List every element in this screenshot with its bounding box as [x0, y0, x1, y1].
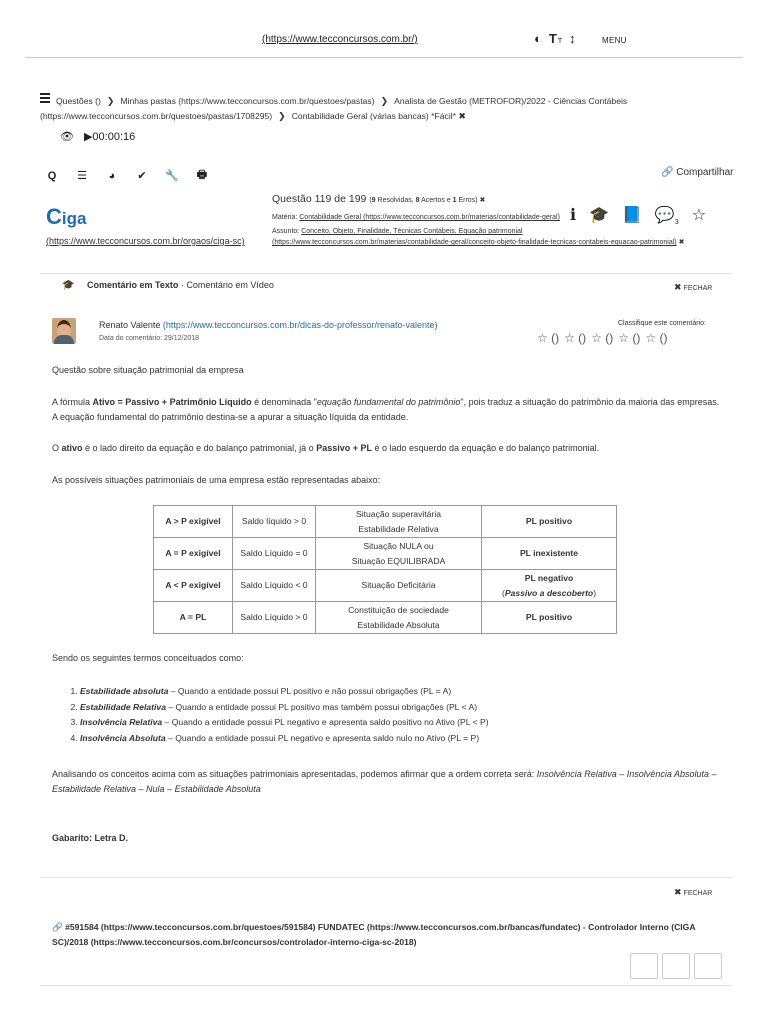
breadcrumb-minhas-pastas[interactable]: Minhas pastas (https://www.tecconcursos.com.br/questoes/pastas)	[120, 96, 375, 106]
accessibility-tools	[534, 31, 576, 46]
graduation-cap-icon: 🎓	[62, 280, 75, 291]
table-cell: A < P exigível	[154, 570, 233, 602]
list-item: 1. Estabilidade absoluta – Quando a entidade possui PL positivo e não possui obrigações (PL = A)	[80, 684, 720, 700]
table-cell: Constituição de sociedade Estabilidade Absoluta	[316, 602, 482, 634]
comment-paragraph-3: As possíveis situações patrimoniais de uma empresa estão representadas abaixo:	[52, 475, 381, 485]
star-icon[interactable]: ☆ ()	[645, 331, 668, 345]
correct-count: 8	[415, 197, 420, 204]
table-cell: Saldo Líquido < 0	[233, 570, 316, 602]
comments-count: 3	[674, 219, 679, 227]
table-cell: Situação superavitária Estabilidade Relativa	[316, 506, 482, 538]
chevron-right-icon: ❯	[380, 96, 389, 106]
materia-label: Matéria:	[272, 214, 298, 221]
question-source-text[interactable]: #591584 (https://www.tecconcursos.com.br/questoes/591584) FUNDATEC (https://www.tecconcursos.com.br/bancas/fundatec) - Controlador Interno (CIGA SC)/2018 (https://www.tecconcursos.com.br/concursos/controlador-interno-ciga-sc-2018)	[52, 922, 696, 947]
table-cell: Saldo Líquido = 0	[233, 538, 316, 570]
divider	[40, 273, 732, 274]
close-label: FECHAR	[683, 890, 713, 897]
comment-paragraph-4: Sendo os seguintes termos conceituados como:	[52, 653, 244, 663]
comments-icon[interactable]: $💬_3$	[654, 207, 679, 227]
breadcrumb-filter: Contabilidade Geral (várias bancas) *Fácil*	[291, 111, 457, 121]
link-icon: 🔗	[661, 167, 674, 178]
tab-video-comment[interactable]: Comentário em Vídeo	[186, 280, 274, 290]
table-cell: Situação Deficitária	[316, 570, 482, 602]
wrench-icon[interactable]: 🔧	[165, 170, 179, 182]
comment-intro: Questão sobre situação patrimonial da empresa	[52, 365, 244, 375]
share-label: Compartilhar	[676, 167, 734, 178]
assunto-link[interactable]: Conceito, Objeto, Finalidade, Técnicas Contábeis, Equação patrimonial (https://www.tecconcursos.com.br/materias/contabilidade-geral/conceito-objeto-finalidade-tecnicas-contabeis-equacao-patrimonial)	[272, 228, 677, 246]
question-number: Questão 119 de 199	[272, 193, 367, 205]
tab-text-comment[interactable]: Comentário em Texto	[86, 280, 179, 290]
hamburger-icon[interactable]	[40, 91, 50, 105]
contrast-icon[interactable]: ◐	[534, 31, 542, 46]
table-cell: PL inexistente	[482, 538, 617, 570]
pie-chart-icon[interactable]: ◕	[108, 169, 116, 182]
table-cell: PL positivo	[482, 506, 617, 538]
breadcrumb-folder[interactable]: Analista de Gestão (METROFOR)/2022 - Ciências Contábeis (https://www.tecconcursos.com.br/questoes/pastas/1708295)	[40, 96, 628, 121]
situations-table	[153, 505, 617, 634]
list-item: 2. Estabilidade Relativa – Quando a entidade possui PL positivo mas também possui obrigações (PL < A)	[80, 700, 720, 716]
breadcrumb-questoes[interactable]: Questões ()	[56, 96, 101, 106]
close-comment-button[interactable]	[674, 282, 712, 293]
nav-button[interactable]	[630, 953, 658, 979]
eye-icon[interactable]: 👁	[60, 131, 74, 143]
close-icon[interactable]: ✖	[678, 239, 685, 246]
table-row	[154, 602, 617, 634]
star-icon[interactable]: ☆ ()	[591, 331, 614, 345]
comment-date: Data do comentário: 29/12/2018	[99, 335, 200, 342]
timer-value[interactable]: ▶00:00:16	[83, 131, 136, 143]
table-cell: PL positivo	[482, 602, 617, 634]
materia-link[interactable]: Contabilidade Geral (https://www.tecconcursos.com.br/materias/contabilidade-geral)	[299, 214, 560, 221]
font-size-small-icon: T	[557, 38, 563, 45]
table-row	[154, 570, 617, 602]
table-cell: A > P exigível	[154, 506, 233, 538]
close-filter-icon[interactable]: ✖	[458, 111, 466, 121]
answer-key: Gabarito: Letra D.	[52, 833, 129, 843]
avatar	[52, 318, 76, 344]
menu-button[interactable]: MENU	[602, 36, 627, 45]
divider	[40, 985, 732, 986]
resolved-count: 9	[371, 197, 376, 204]
font-size-icon[interactable]: T	[548, 31, 557, 46]
star-icon[interactable]: ☆ ()	[618, 331, 641, 345]
book-icon[interactable]: 📘	[622, 207, 642, 224]
list-icon[interactable]: ☰	[77, 170, 87, 182]
divider	[40, 877, 732, 878]
rating-stars	[537, 331, 667, 345]
nav-button[interactable]	[662, 953, 690, 979]
table-cell: PL negativo (Passivo a descoberto)	[482, 570, 617, 602]
table-row	[154, 506, 617, 538]
close-icon: ✖	[674, 887, 682, 897]
site-home-link[interactable]: (https://www.tecconcursos.com.br/)	[262, 34, 418, 45]
info-icon[interactable]: ℹ	[570, 207, 577, 224]
author-link[interactable]: (https://www.tecconcursos.com.br/dicas-do-professor/renato-valente)	[162, 320, 438, 330]
question-toolbar	[45, 166, 209, 185]
close-comment-button[interactable]	[674, 887, 712, 898]
logo-text: iga	[61, 209, 87, 228]
graduation-cap-icon[interactable]: 🎓	[589, 207, 609, 224]
definitions-list	[70, 684, 720, 746]
assunto-label: Assunto:	[272, 228, 300, 235]
logo-letter: C	[46, 204, 62, 229]
error-count: 1	[452, 197, 457, 204]
table-row	[154, 538, 617, 570]
share-link[interactable]	[661, 167, 733, 178]
table-cell: A = PL	[154, 602, 233, 634]
star-icon[interactable]: ☆ ()	[537, 331, 560, 345]
line-height-icon[interactable]: ↕	[569, 31, 576, 46]
star-icon[interactable]: ☆	[691, 207, 707, 224]
answer-buttons	[630, 953, 722, 979]
list-item: 3. Insolvência Relativa – Quando a entidade possui PL negativo e apresenta saldo positivo no Ativo (PL < P)	[80, 715, 720, 731]
question-source	[52, 920, 722, 950]
table-cell: Saldo líquido > 0	[233, 506, 316, 538]
org-logo[interactable]	[46, 204, 86, 230]
table-cell: A = P exigível	[154, 538, 233, 570]
author-info	[99, 318, 459, 345]
check-icon[interactable]: ✔	[137, 170, 147, 182]
org-link[interactable]: (https://www.tecconcursos.com.br/orgaos/ciga-sc)	[46, 236, 245, 246]
link-icon: 🔗	[52, 922, 63, 932]
comment-tabs: 🎓 Comentário em Texto · Comentário em Vídeo	[62, 280, 274, 291]
chevron-right-icon: ❯	[106, 96, 115, 106]
divider	[25, 57, 743, 58]
table-cell: Saldo Líquido > 0	[233, 602, 316, 634]
comment-paragraph-2: O ativo é o lado direito da equação e do balanço patrimonial, já o Passivo + PL é o lado esquerdo da equação e do balanço patrimonial.	[52, 443, 600, 453]
close-icon: ✖	[674, 282, 682, 292]
rate-label: Classifique este comentário:	[618, 320, 706, 327]
breadcrumb	[40, 91, 730, 124]
question-actions	[570, 205, 706, 226]
print-icon[interactable]: 🖶	[196, 169, 208, 181]
search-icon[interactable]: Q	[47, 169, 57, 182]
question-title: Questão 119 de 199 (9 Resolvidas, 8 Acertos e 1 Erros) ✖	[272, 193, 486, 205]
top-bar	[0, 0, 768, 58]
list-item: 4. Insolvência Absoluta – Quando a entidade possui PL negativo e apresenta saldo nulo no Ativo (PL = P)	[80, 731, 720, 747]
table-cell: Situação NULA ou Situação EQUILIBRADA	[316, 538, 482, 570]
comment-paragraph-1: A fórmula Ativo = Passivo + Patrimônio Líquido é denominada "equação fundamental do patrimônio", pois traduz a situação do patrimônio da maioria das empresas. A equação fundamental do patrimônio destina-se a apurar a situação líquida da entidade.	[52, 397, 720, 422]
timer	[60, 130, 135, 143]
author-name: Renato Valente	[99, 320, 161, 330]
chevron-right-icon: ❯	[278, 111, 286, 121]
star-icon[interactable]: ☆ ()	[564, 331, 587, 345]
close-label: FECHAR	[683, 285, 713, 292]
comment-conclusion: Analisando os conceitos acima com as situações patrimoniais apresentadas, podemos afirmar que a ordem correta será: Insolvência Relativa – Insolvência Absoluta – Estabilidade Relativa – Nula – Estabilidade Absoluta	[52, 769, 717, 794]
nav-button[interactable]	[694, 953, 722, 979]
close-icon[interactable]: ✖	[479, 197, 486, 204]
